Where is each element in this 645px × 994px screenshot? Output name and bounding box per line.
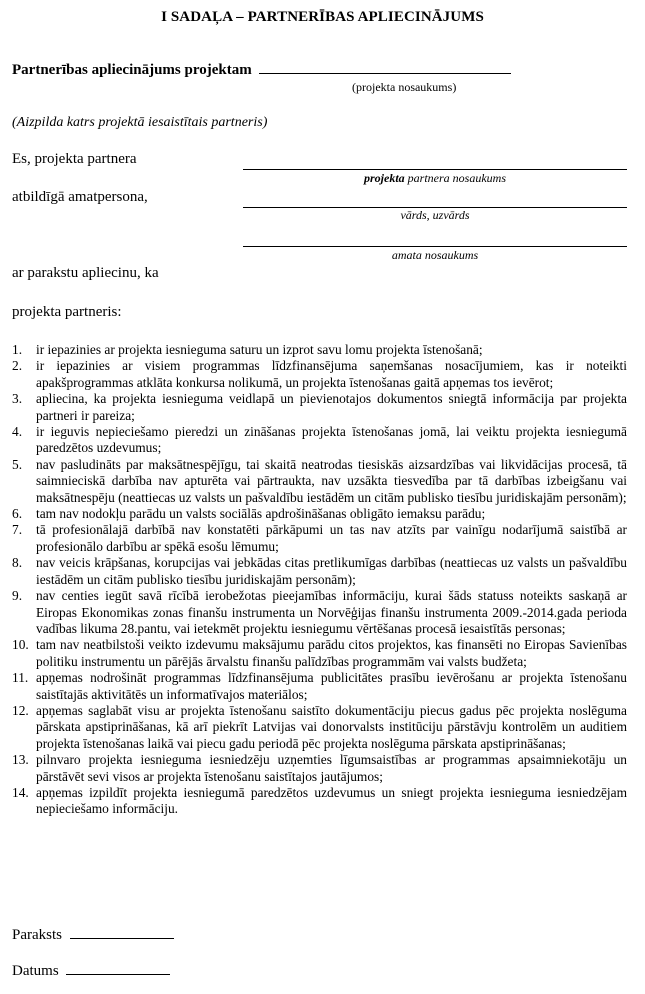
project-name-caption: (projekta nosaukums) [352,80,457,94]
fill-instruction: (Aizpilda katrs projektā iesaistītais partneris) [12,115,268,130]
partner-caption-rest: partnera nosaukums [404,171,506,185]
list-item [12,424,627,457]
item-number: 4. [12,424,23,440]
list-item [12,670,627,703]
item-text: apņemas nodrošināt programmas līdzfinansējuma publicitātes prasību ievērošanu ar projekta īstenošanu saistītajās aktivitātēs un informatīvajos materiālos; [36,670,627,702]
item-text: nav pasludināts par maksātnespējīgu, tai skaitā neatrodas tiesiskās aizsardzības vai likvidācijas procesā, tā saimnieciskā darbība nav apturēta vai pārtraukta, nav uzsākta tiesvedība par tā darbības izbeigšanu vai maksātnespēju (neattiecas uz valsts un pašvaldību iestādēm un citām publisko tiesību juridiskajām personām); [36,456,627,505]
item-text: ir ieguvis nepieciešamo pieredzi un zināšanas projekta īstenošanas jomā, lai veiktu projekta iesniegumā paredzētos uzdevumus; [36,424,627,456]
item-text: pilnvaro projekta iesnieguma iesniedzēju uzņemties līgumsaistības ar programmas apsaimniekotāju un pārstāvēt sevi visos ar projekta īstenošanu saistītajos jautājumos; [36,752,627,784]
item-number: 6. [12,506,23,522]
date-line [12,962,170,980]
item-number: 8. [12,555,23,571]
item-text: nav veicis krāpšanas, korupcijas vai jebkādas citas pretlikumīgas darbības (neattiecas uz valsts un pašvaldību iestādēm un citām publisko tiesību juridiskajām personām); [36,555,627,587]
signature-line [12,926,174,944]
item-text: tā profesionālajā darbībā nav konstatēti pārkāpumi un tas nav atzīts par vainīgu nodarījumā saistībā ar profesionālo darbību ar spēkā esošu lēmumu; [36,522,627,554]
declaration-list [12,342,627,818]
name-caption: vārds, uzvārds [400,208,470,222]
signature-label: Paraksts [12,927,62,943]
list-item [12,785,627,818]
item-text: tam nav neatbilstoši veikto izdevumu maksājumu parādu citos projektos, kas finansēti no Eiropas Savienības politiku instrumentu un pārējās ārvalstu finanšu palīdzības programmām vai valsts budžeta; [36,637,627,669]
list-item [12,555,627,588]
item-number: 7. [12,522,23,538]
item-number: 9. [12,588,23,604]
list-item [12,752,627,785]
item-text: apņemas saglabāt visu ar projekta īstenošanu saistīto dokumentāciju piecus gadus pēc projekta noslēguma pārskata apstiprināšanas, kā arī piekrīt Latvijas vai donorvalsts institūciju pārstāvju kontrolēm un auditiem projekta īstenošanas laikā vai piecu gadu periodā pēc projekta noslēguma pārskata apstiprināšanas; [36,702,627,751]
list-item [12,637,627,670]
item-number: 11. [12,670,29,686]
item-text: nav centies iegūt savā rīcībā ierobežotas pieejamības informāciju, kurai šāds statuss noteikts saskaņā ar Eiropas Ekonomikas zonas finanšu instrumenta un Norvēģijas finanšu instrumenta 2009.-2014.gada perioda vadības likuma 28.pantu, vai ietekmēt projektu iesniegumu vērtēšanas procesā iesaistītās personas; [36,588,627,636]
item-number: 1. [12,342,23,357]
list-item [12,522,627,555]
item-number: 2. [12,358,23,374]
item-text: apliecina, ka projekta iesnieguma veidlapā un pievienotajos dokumentos sniegtā informācija par projekta partneri ir pareiza; [36,391,627,423]
list-item [12,457,627,506]
item-text: ir iepazinies ar visiem programmas līdzfinansējuma saņemšanas nosacījumiem, kas ir noteikti apakšprogrammas atklāta konkursa nolikumā, un projekta īstenošanas gaitā apņemas tos ievērot; [36,358,627,390]
position-blank[interactable] [243,246,627,247]
position-caption: amata nosaukums [391,248,479,262]
item-number: 13. [12,752,29,768]
list-item [12,506,627,522]
item-text: tam nav nodokļu parādu un valsts sociālās apdrošināšanas obligāto iemaksu parādu; [36,506,486,522]
item-number: 5. [12,456,23,472]
partner-caption-bold: projekta [363,171,405,185]
partner-name-blank[interactable] [243,169,627,170]
item-text: apņemas izpildīt projekta iesniegumā paredzētos uzdevumus un sniegt projekta iesnieguma iesniedzējam nepieciešamo informāciju. [36,784,627,817]
item-text: ir iepazinies ar projekta iesnieguma saturu un izprot savu lomu projekta īstenošanā; [36,342,483,357]
date-label: Datums [12,963,59,979]
project-name-line [12,61,511,79]
partner-intro: projekta partneris: [12,304,122,320]
list-item [12,391,627,424]
page-title: I SADAĻA – PARTNERĪBAS APLIECINĀJUMS [161,9,484,25]
certify-label: ar parakstu apliecinu, ka [12,265,159,281]
item-number: 12. [12,702,29,718]
partner-label: Es, projekta partnera [12,151,137,167]
list-item [12,358,627,391]
date-blank[interactable] [66,962,170,975]
list-item [12,703,627,752]
signature-blank[interactable] [70,926,174,939]
partner-name-caption [243,171,627,186]
list-item [12,588,627,637]
official-label: atbildīgā amatpersona, [12,189,148,205]
item-number: 10. [12,637,29,653]
item-number: 3. [12,391,23,407]
list-item [12,342,627,358]
item-number: 14. [12,784,29,800]
project-name-blank[interactable] [259,61,511,74]
project-label: Partnerības apliecinājums projektam [12,62,252,78]
